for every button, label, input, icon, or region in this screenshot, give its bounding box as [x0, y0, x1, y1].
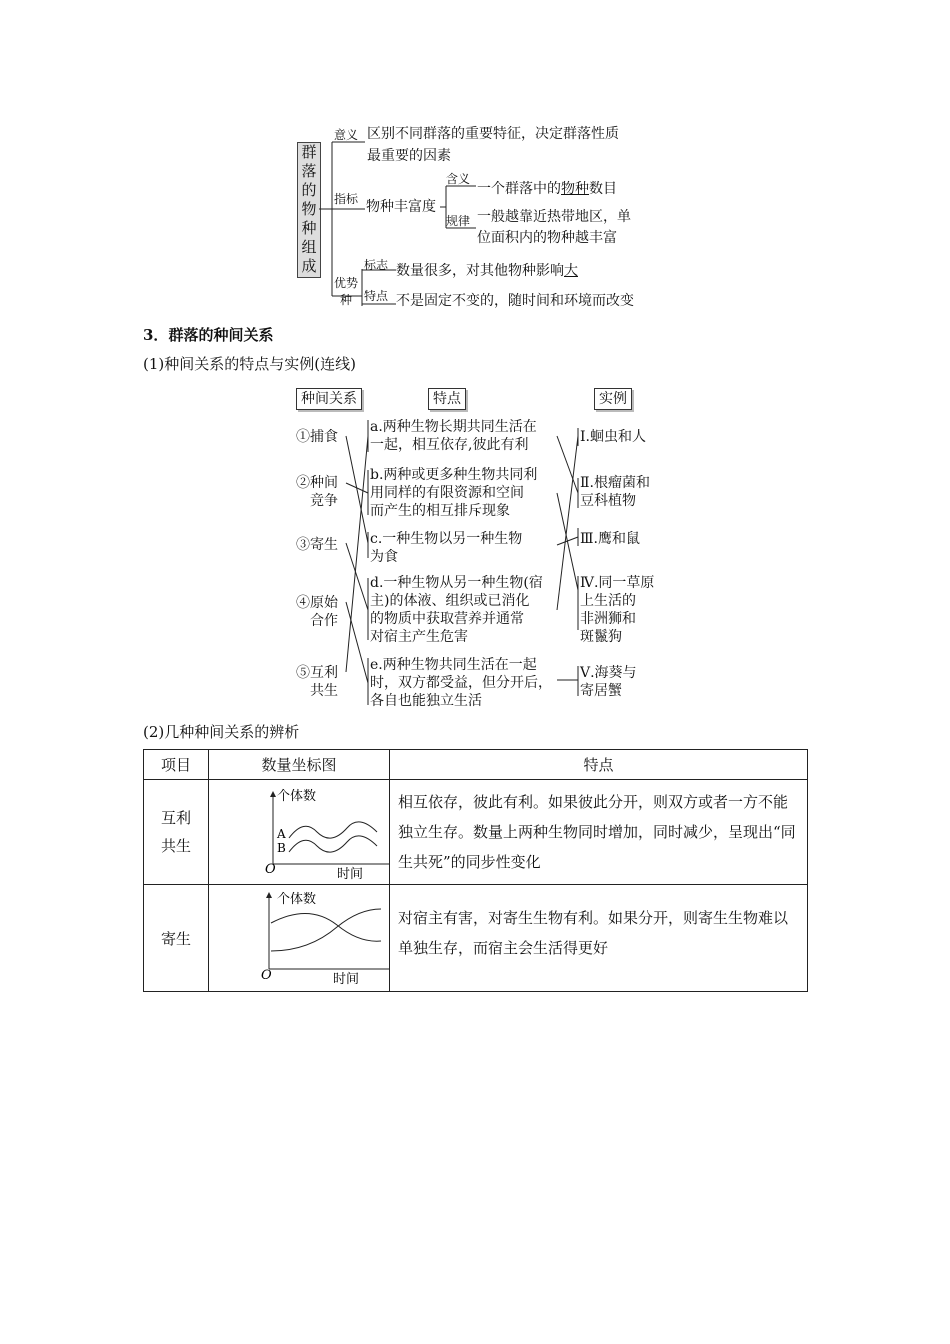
header-relation: 种间关系	[296, 388, 362, 410]
graph-xlabel: 时间	[333, 972, 360, 987]
table-row	[144, 885, 808, 992]
trait-label: 特点	[364, 289, 389, 303]
mark-text: 数量很多，对其他物种影响大	[396, 263, 578, 279]
graph-ylabel: 个体数	[277, 892, 317, 907]
table-header-feature: 特点	[390, 750, 808, 780]
table-header-graph: 数量坐标图	[209, 750, 390, 780]
subsection-2-title: (2)几种种间关系的辨析	[143, 723, 300, 741]
meaning-text-1: 区别不同群落的重要特征，决定群落性质	[367, 126, 619, 142]
subsection-1-title: (1)种间关系的特点与实例(连线)	[143, 355, 356, 373]
relation-table	[143, 749, 808, 992]
relation-item: ①捕食	[296, 429, 338, 445]
graph-origin: O	[265, 862, 276, 877]
matching-lines	[0, 400, 950, 720]
row-feature: 对宿主有害，对寄生生物有利。如果分开，则寄生生物难以单独生存，而宿主会生活得更好	[390, 885, 808, 992]
row-item: 互利 共生	[144, 780, 209, 885]
relation-item: ⑤互利 共生	[296, 665, 338, 699]
header-example: 实例	[594, 388, 632, 410]
relation-item: ③寄生	[296, 537, 338, 553]
graph-origin: O	[261, 968, 272, 983]
index-label: 指标	[334, 192, 359, 206]
section-3-title: 3．群落的种间关系	[143, 326, 274, 344]
meaning-text-2: 最重要的因素	[367, 148, 451, 164]
row-item: 寄生	[144, 885, 209, 992]
row-graph	[209, 885, 390, 992]
dominant-label-1: 优势	[334, 276, 359, 290]
table-header-item: 项目	[144, 750, 209, 780]
parasitism-graph	[209, 885, 389, 987]
graph-ylabel: 个体数	[277, 789, 317, 804]
concept-map-lines	[0, 0, 950, 330]
law-label: 规律	[446, 214, 471, 228]
index-term: 物种丰富度	[366, 199, 436, 215]
feature-item: a.两种生物长期共同生活在 一起，相互依存,彼此有利	[370, 419, 537, 453]
mark-label: 标志	[364, 258, 389, 272]
relation-item: ②种间 竞争	[296, 475, 338, 509]
feature-item: d.一种生物从另一种生物(宿 主)的体液、组织或已消化 的物质中获取营养并通常 对宿主产生危害	[370, 575, 543, 645]
relation-item: ④原始 合作	[296, 595, 338, 629]
graph-label-b: B	[277, 841, 286, 855]
example-item: Ⅲ.鹰和鼠	[580, 531, 640, 547]
graph-label-a: A	[277, 827, 286, 841]
feature-item: b.两种或更多种生物共同利 用同样的有限资源和空间 而产生的相互排斥现象	[370, 467, 538, 519]
law-text-1: 一般越靠近热带地区，单	[477, 209, 631, 225]
mutualism-graph	[209, 780, 389, 880]
dominant-label-2: 种	[340, 293, 353, 307]
row-graph	[209, 780, 390, 885]
feature-item: e.两种生物共同生活在一起 时，双方都受益，但分开后， 各自也能独立生活	[370, 657, 552, 709]
example-item: Ⅳ.同一草原 上生活的 非洲狮和 斑鬣狗	[580, 575, 655, 645]
concept-root: 群 落 的 物 种 组 成	[297, 142, 321, 278]
example-item: Ⅴ.海葵与 寄居蟹	[580, 665, 637, 699]
trait-text: 不是固定不变的，随时间和环境而改变	[396, 293, 634, 309]
feature-item: c.一种生物以另一种生物 为食	[370, 531, 523, 565]
graph-xlabel: 时间	[337, 867, 364, 880]
header-feature: 特点	[428, 388, 466, 410]
def-label: 含义	[446, 172, 471, 186]
row-feature: 相互依存，彼此有利。如果彼此分开，则双方或者一方不能独立生存。数量上两种生物同时增加，同时减少，呈现出“同生共死”的同步性变化	[390, 780, 808, 885]
def-text: 一个群落中的物种数目	[477, 181, 617, 197]
example-item: Ⅰ.蛔虫和人	[580, 429, 646, 445]
law-text-2: 位面积内的物种越丰富	[477, 230, 617, 246]
meaning-label: 意义	[334, 128, 359, 142]
table-row	[144, 780, 808, 885]
example-item: Ⅱ.根瘤菌和 豆科植物	[580, 475, 650, 509]
